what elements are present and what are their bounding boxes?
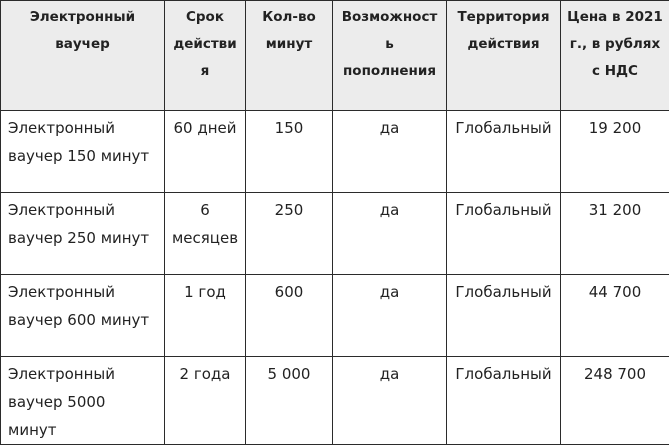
cell-price: 19 200 [561, 111, 669, 193]
cell-territory: Глобальный [447, 275, 561, 357]
header-topup: Возможность пополнения [333, 1, 447, 111]
cell-voucher: Электронный ваучер 250 минут [1, 193, 165, 275]
cell-minutes: 250 [246, 193, 333, 275]
table-header [1, 1, 669, 111]
cell-territory: Глобальный [447, 357, 561, 445]
cell-voucher: Электронный ваучер 600 минут [1, 275, 165, 357]
header-minutes: Кол-во минут [246, 1, 333, 111]
cell-topup: да [333, 275, 447, 357]
cell-validity: 1 год [165, 275, 246, 357]
table-row [1, 193, 669, 275]
cell-minutes: 150 [246, 111, 333, 193]
header-price: Цена в 2021 г., в рублях с НДС [561, 1, 669, 111]
header-validity: Срок действия [165, 1, 246, 111]
cell-validity: 2 года [165, 357, 246, 445]
header-voucher: Электронный ваучер [1, 1, 165, 111]
cell-price: 44 700 [561, 275, 669, 357]
cell-price: 31 200 [561, 193, 669, 275]
cell-minutes: 5 000 [246, 357, 333, 445]
cell-voucher: Электронный ваучер 150 минут [1, 111, 165, 193]
table-row [1, 111, 669, 193]
cell-price: 248 700 [561, 357, 669, 445]
cell-territory: Глобальный [447, 193, 561, 275]
header-territory: Территория действия [447, 1, 561, 111]
cell-validity: 6 месяцев [165, 193, 246, 275]
cell-topup: да [333, 111, 447, 193]
cell-minutes: 600 [246, 275, 333, 357]
cell-topup: да [333, 357, 447, 445]
table-row [1, 357, 669, 445]
table-row [1, 275, 669, 357]
cell-validity: 60 дней [165, 111, 246, 193]
cell-territory: Глобальный [447, 111, 561, 193]
cell-voucher: Электронный ваучер 5000 минут [1, 357, 165, 445]
header-row [1, 1, 669, 111]
table-body [1, 111, 669, 445]
cell-topup: да [333, 193, 447, 275]
